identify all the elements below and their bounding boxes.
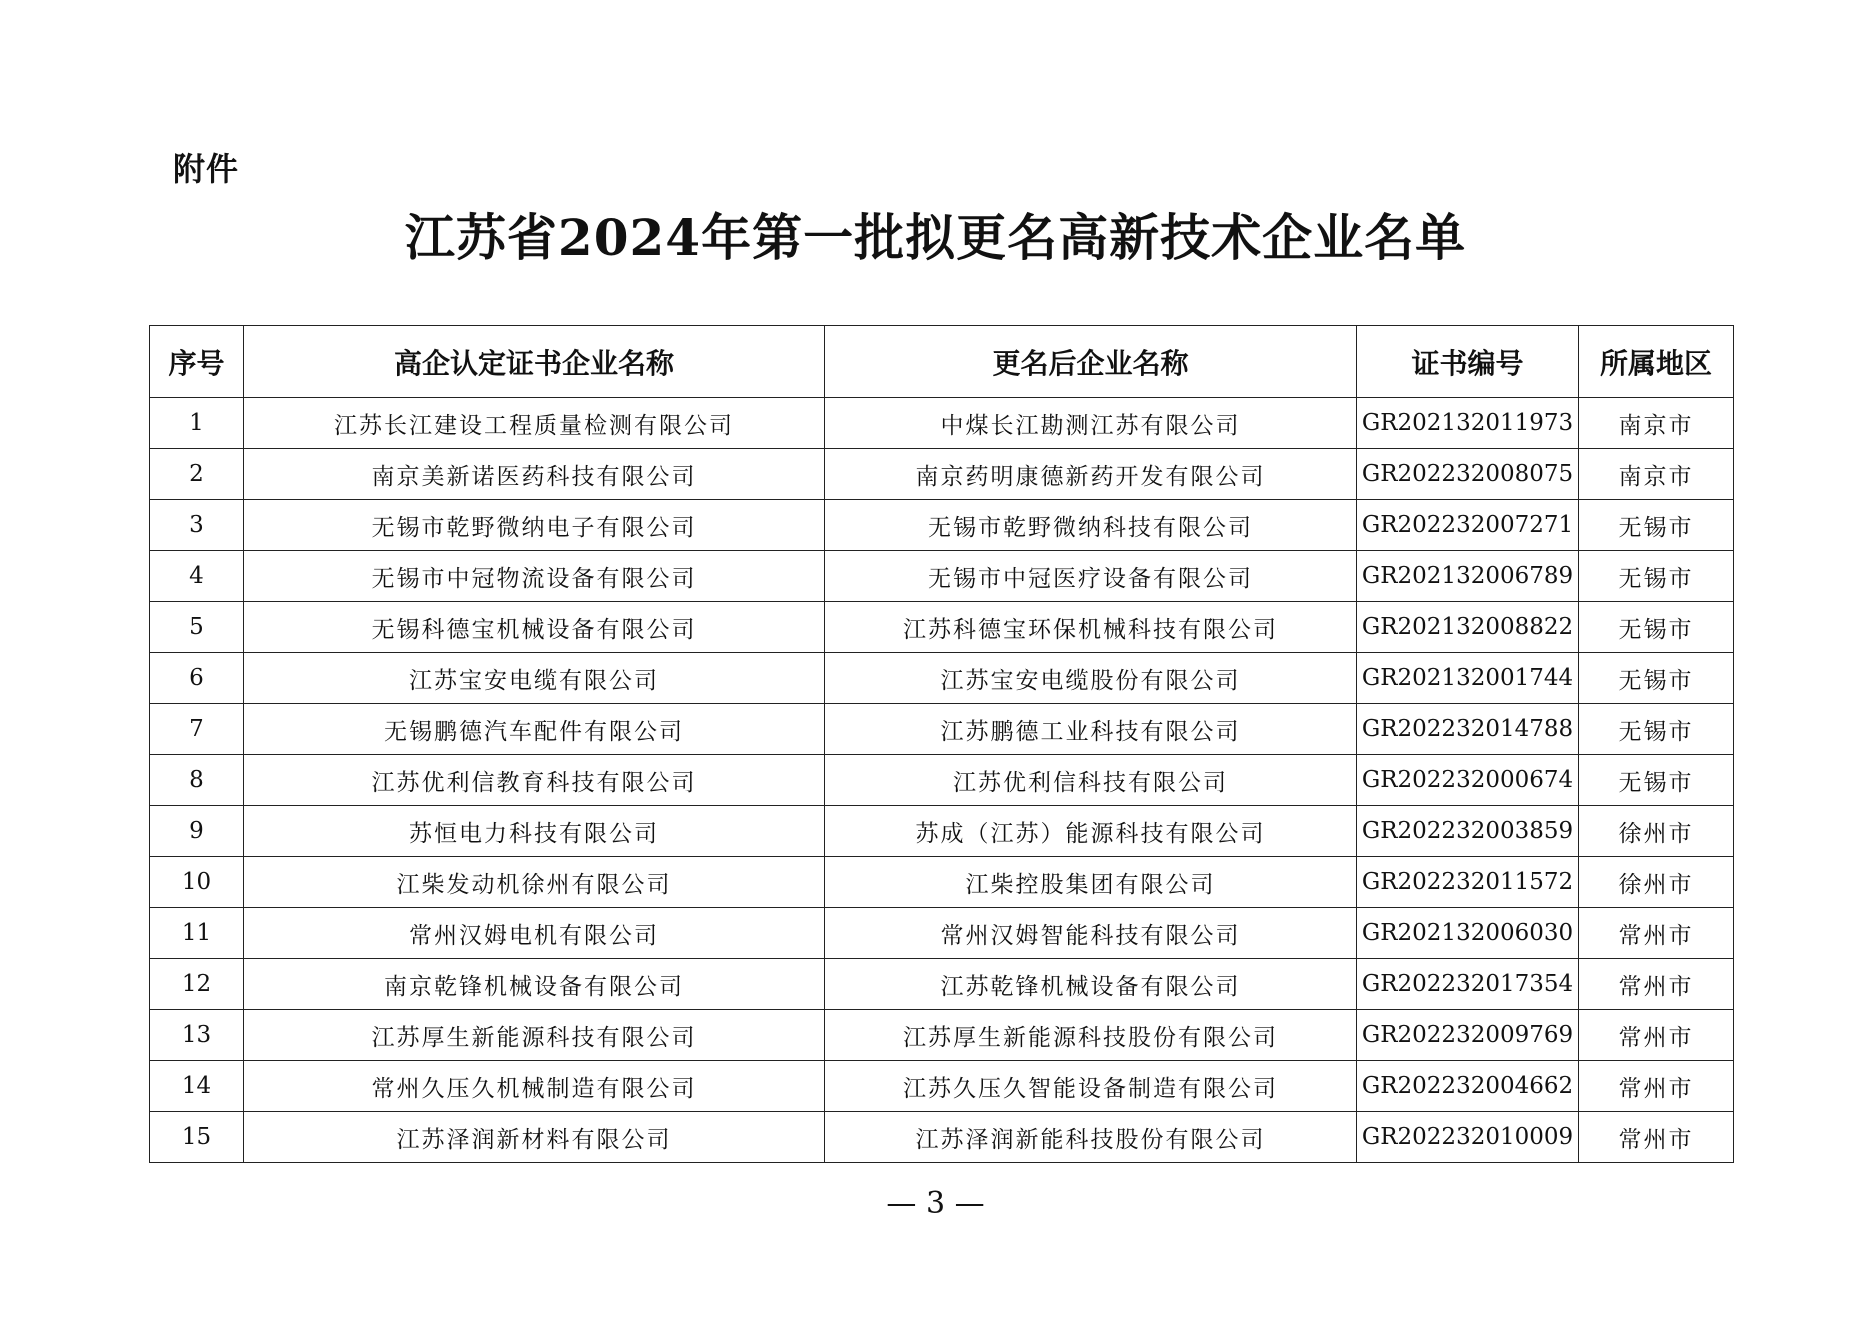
cell-region: 无锡市 <box>1579 704 1734 755</box>
cell-certificate-no: GR202232007271 <box>1357 500 1579 551</box>
cell-region: 南京市 <box>1579 449 1734 500</box>
cell-region: 无锡市 <box>1579 500 1734 551</box>
company-rename-table <box>149 325 1734 1163</box>
cell-index: 13 <box>150 1010 244 1061</box>
cell-region: 常州市 <box>1579 1112 1734 1163</box>
cell-certificate-no: GR202132006030 <box>1357 908 1579 959</box>
cell-new-name: 南京药明康德新药开发有限公司 <box>825 449 1357 500</box>
cell-region: 无锡市 <box>1579 653 1734 704</box>
cell-index: 14 <box>150 1061 244 1112</box>
table-row <box>150 908 1734 959</box>
cell-new-name: 江苏科德宝环保机械科技有限公司 <box>825 602 1357 653</box>
table-row <box>150 500 1734 551</box>
cell-index: 6 <box>150 653 244 704</box>
cell-new-name: 江苏宝安电缆股份有限公司 <box>825 653 1357 704</box>
cell-region: 常州市 <box>1579 908 1734 959</box>
cell-certificate-no: GR202232000674 <box>1357 755 1579 806</box>
cell-certificate-no: GR202232004662 <box>1357 1061 1579 1112</box>
cell-original-name: 江苏长江建设工程质量检测有限公司 <box>244 398 825 449</box>
cell-index: 10 <box>150 857 244 908</box>
cell-new-name: 江苏久压久智能设备制造有限公司 <box>825 1061 1357 1112</box>
cell-region: 南京市 <box>1579 398 1734 449</box>
cell-certificate-no: GR202132011973 <box>1357 398 1579 449</box>
cell-certificate-no: GR202132008822 <box>1357 602 1579 653</box>
table-row <box>150 959 1734 1010</box>
cell-original-name: 江苏宝安电缆有限公司 <box>244 653 825 704</box>
cell-original-name: 江苏优利信教育科技有限公司 <box>244 755 825 806</box>
cell-certificate-no: GR202232010009 <box>1357 1112 1579 1163</box>
cell-new-name: 江苏泽润新能科技股份有限公司 <box>825 1112 1357 1163</box>
cell-region: 无锡市 <box>1579 602 1734 653</box>
table-row <box>150 398 1734 449</box>
page-number: — 3 — <box>886 1186 985 1221</box>
cell-index: 4 <box>150 551 244 602</box>
table-row <box>150 602 1734 653</box>
table-row <box>150 857 1734 908</box>
cell-certificate-no: GR202232017354 <box>1357 959 1579 1010</box>
cell-new-name: 常州汉姆智能科技有限公司 <box>825 908 1357 959</box>
table-row <box>150 1112 1734 1163</box>
table-row <box>150 755 1734 806</box>
cell-original-name: 无锡鹏德汽车配件有限公司 <box>244 704 825 755</box>
cell-index: 11 <box>150 908 244 959</box>
cell-original-name: 常州汉姆电机有限公司 <box>244 908 825 959</box>
cell-region: 常州市 <box>1579 959 1734 1010</box>
cell-region: 常州市 <box>1579 1061 1734 1112</box>
header-index: 序号 <box>150 326 244 398</box>
cell-index: 9 <box>150 806 244 857</box>
attachment-label: 附件 <box>173 150 240 188</box>
cell-new-name: 江苏厚生新能源科技股份有限公司 <box>825 1010 1357 1061</box>
cell-original-name: 常州久压久机械制造有限公司 <box>244 1061 825 1112</box>
table-header-row <box>150 326 1734 398</box>
cell-region: 徐州市 <box>1579 857 1734 908</box>
header-new-name: 更名后企业名称 <box>825 326 1357 398</box>
cell-original-name: 苏恒电力科技有限公司 <box>244 806 825 857</box>
cell-certificate-no: GR202132006789 <box>1357 551 1579 602</box>
cell-index: 3 <box>150 500 244 551</box>
cell-index: 7 <box>150 704 244 755</box>
table-body <box>150 398 1734 1163</box>
cell-region: 徐州市 <box>1579 806 1734 857</box>
table-row <box>150 449 1734 500</box>
table-row <box>150 653 1734 704</box>
cell-new-name: 江柴控股集团有限公司 <box>825 857 1357 908</box>
table-row <box>150 1061 1734 1112</box>
cell-certificate-no: GR202232008075 <box>1357 449 1579 500</box>
cell-original-name: 江柴发动机徐州有限公司 <box>244 857 825 908</box>
cell-certificate-no: GR202232003859 <box>1357 806 1579 857</box>
cell-index: 12 <box>150 959 244 1010</box>
cell-original-name: 江苏厚生新能源科技有限公司 <box>244 1010 825 1061</box>
cell-new-name: 中煤长江勘测江苏有限公司 <box>825 398 1357 449</box>
cell-certificate-no: GR202132001744 <box>1357 653 1579 704</box>
table-row <box>150 551 1734 602</box>
cell-original-name: 无锡市中冠物流设备有限公司 <box>244 551 825 602</box>
header-region: 所属地区 <box>1579 326 1734 398</box>
document-title: 江苏省2024年第一批拟更名高新技术企业名单 <box>404 208 1467 267</box>
cell-region: 无锡市 <box>1579 755 1734 806</box>
cell-index: 2 <box>150 449 244 500</box>
header-certificate-no: 证书编号 <box>1357 326 1579 398</box>
cell-original-name: 南京美新诺医药科技有限公司 <box>244 449 825 500</box>
header-original-name: 高企认定证书企业名称 <box>244 326 825 398</box>
cell-original-name: 江苏泽润新材料有限公司 <box>244 1112 825 1163</box>
cell-index: 15 <box>150 1112 244 1163</box>
cell-index: 1 <box>150 398 244 449</box>
cell-index: 8 <box>150 755 244 806</box>
cell-original-name: 无锡科德宝机械设备有限公司 <box>244 602 825 653</box>
cell-certificate-no: GR202232011572 <box>1357 857 1579 908</box>
cell-original-name: 南京乾锋机械设备有限公司 <box>244 959 825 1010</box>
table-row <box>150 704 1734 755</box>
table-row <box>150 1010 1734 1061</box>
cell-new-name: 江苏乾锋机械设备有限公司 <box>825 959 1357 1010</box>
cell-certificate-no: GR202232014788 <box>1357 704 1579 755</box>
cell-region: 无锡市 <box>1579 551 1734 602</box>
cell-certificate-no: GR202232009769 <box>1357 1010 1579 1061</box>
cell-region: 常州市 <box>1579 1010 1734 1061</box>
cell-original-name: 无锡市乾野微纳电子有限公司 <box>244 500 825 551</box>
table-row <box>150 806 1734 857</box>
cell-new-name: 无锡市乾野微纳科技有限公司 <box>825 500 1357 551</box>
cell-index: 5 <box>150 602 244 653</box>
cell-new-name: 无锡市中冠医疗设备有限公司 <box>825 551 1357 602</box>
cell-new-name: 苏成（江苏）能源科技有限公司 <box>825 806 1357 857</box>
cell-new-name: 江苏鹏德工业科技有限公司 <box>825 704 1357 755</box>
cell-new-name: 江苏优利信科技有限公司 <box>825 755 1357 806</box>
